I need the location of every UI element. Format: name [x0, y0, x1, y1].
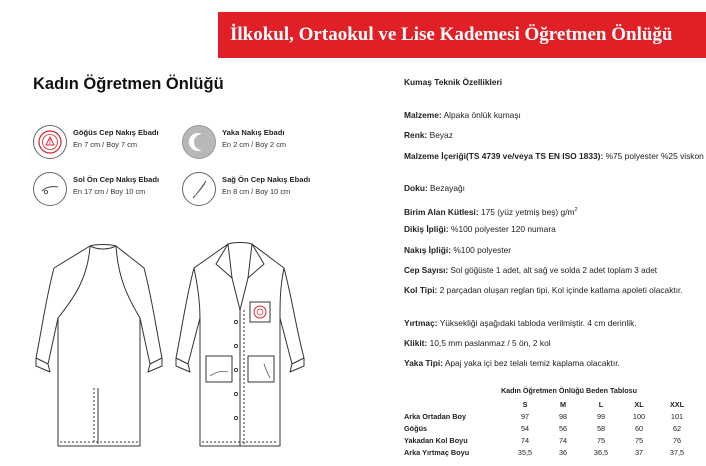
spec-label: Renk:	[404, 130, 428, 140]
table-cell: 36,5	[593, 447, 609, 457]
embroidery-title: Göğüs Cep Nakış Ebadı	[73, 128, 159, 137]
spec-value: 2 parçadan oluşan reglan tipi. Kol içinde katlama apoleti olacaktır.	[437, 285, 683, 295]
table-cell: 36	[558, 447, 568, 457]
table-cell: 37	[634, 447, 644, 457]
size-table	[404, 399, 696, 458]
spec-value: Yüksekliği aşağıdaki tabloda verilmiştir. 4 cm derinlik.	[437, 318, 637, 328]
table-cell: 75	[634, 435, 644, 445]
row-label: Arka Yırtmaç Boyu	[404, 447, 470, 457]
embroidery-title: Yaka Nakış Ebadı	[222, 128, 285, 137]
embroidery-size: En 8 cm / Boy 10 cm	[222, 187, 291, 196]
spec-item	[404, 110, 704, 122]
spec-value: Apaj yaka içi bez telalı temiz kaplama olacaktır.	[442, 358, 620, 368]
left-pocket-stitch-icon	[33, 172, 67, 206]
table-row	[404, 410, 696, 422]
table-cell: 60	[634, 423, 644, 433]
spec-value: Alpaka önlük kumaşı	[441, 110, 521, 120]
spec-label: Kol Tipi:	[404, 285, 438, 295]
table-cell: 100	[632, 411, 646, 421]
size-table-title: Kadın Öğretmen Önlüğü Beden Tablosu	[500, 386, 638, 395]
size-header: XXL	[669, 400, 685, 409]
spec-value: Sol göğüste 1 adet, alt sağ ve solda 2 adet toplam 3 adet	[448, 266, 658, 275]
spec-label: Cep Sayısı:	[404, 266, 449, 275]
table-cell: 97	[520, 411, 530, 421]
table-cell: 37,5	[669, 447, 685, 457]
chest-pocket-emblem-icon	[254, 306, 266, 318]
table-cell: 62	[672, 423, 682, 433]
garment-drawings	[28, 238, 328, 460]
coat-front-view-drawing	[176, 243, 304, 447]
right-pocket-stitch-icon	[182, 172, 216, 206]
spec-label: Klikit:	[404, 338, 428, 348]
spec-label: Birim Alan Kütlesi:	[404, 206, 479, 217]
size-table-header	[404, 399, 696, 410]
spec-value: Bezayağı	[427, 183, 465, 193]
spec-item	[404, 338, 704, 350]
spec-item	[404, 285, 704, 297]
embroidery-title: Sol Ön Cep Nakış Ebadı	[73, 175, 160, 184]
spec-value: %75 polyester %25 viskon	[603, 151, 704, 161]
embroidery-item-right-pocket	[182, 172, 310, 206]
spec-superscript: 2	[574, 207, 578, 213]
embroidery-item-left-pocket	[33, 172, 159, 206]
crescent-icon	[182, 125, 216, 159]
spec-value: 175 (yüz yetmiş beş) g/m	[478, 206, 575, 217]
row-label: Arka Ortadan Boy	[404, 411, 467, 421]
spec-item	[404, 151, 706, 163]
spec-value: Beyaz	[427, 130, 453, 140]
size-header: XL	[634, 400, 644, 409]
embroidery-size: En 17 cm / Boy 10 cm	[73, 187, 146, 196]
table-cell: 74	[520, 435, 530, 445]
spec-item	[404, 245, 704, 257]
table-cell: 58	[596, 423, 606, 433]
emblem-icon	[33, 125, 67, 159]
spec-item	[404, 224, 704, 236]
spec-label: Yırtmaç:	[404, 318, 438, 328]
embroidery-item-collar	[182, 125, 286, 159]
page-title: Kadın Öğretmen Önlüğü	[33, 75, 224, 93]
spec-item	[404, 183, 704, 195]
spec-value: %100 polyester	[451, 245, 512, 255]
spec-label: Yaka Tipi:	[404, 358, 443, 368]
table-cell: 54	[520, 423, 530, 433]
table-cell: 74	[558, 435, 568, 445]
table-cell: 35,5	[517, 447, 533, 457]
coat-back-view-drawing	[36, 245, 162, 447]
embroidery-size: En 2 cm / Boy 2 cm	[222, 140, 287, 149]
spec-label: Nakış İpliği:	[404, 245, 452, 255]
embroidery-item-chest	[33, 125, 159, 159]
row-label: Yakadan Kol Boyu	[404, 435, 468, 445]
table-cell: 56	[558, 423, 568, 433]
spec-item	[404, 358, 704, 370]
table-row	[404, 434, 696, 446]
spec-item	[404, 265, 706, 277]
spec-label: Dikiş İpliği:	[404, 224, 449, 234]
table-cell: 75	[596, 435, 606, 445]
table-cell: 101	[670, 411, 684, 421]
table-cell: 76	[672, 435, 682, 445]
size-header-empty	[404, 399, 506, 410]
table-cell: 98	[558, 411, 568, 421]
embroidery-size: En 7 cm / Boy 7 cm	[73, 140, 138, 149]
page-banner: İlkokul, Ortaokul ve Lise Kademesi Öğretmen Önlüğü	[218, 12, 706, 58]
spec-item	[404, 130, 704, 142]
spec-value: 10,5 mm paslanmaz / 5 ön, 2 kol	[427, 338, 551, 348]
size-header: M	[559, 400, 567, 409]
size-header: S	[522, 400, 528, 409]
spec-item	[404, 205, 704, 218]
spec-heading: Kumaş Teknik Özellikleri	[404, 77, 503, 87]
spec-value: %100 polyester 120 numara	[448, 224, 556, 234]
spec-label: Malzeme:	[404, 110, 442, 120]
spec-item	[404, 318, 704, 330]
row-label: Göğüs	[404, 423, 428, 433]
table-row	[404, 422, 696, 434]
spec-label: Doku:	[404, 183, 428, 193]
size-header: L	[598, 400, 604, 409]
spec-label: Malzeme İçeriği(TS 4739 ve/veya TS EN ISO 1833):	[404, 151, 604, 161]
table-row	[404, 446, 696, 458]
table-cell: 99	[596, 411, 606, 421]
embroidery-title: Sağ Ön Cep Nakış Ebadı	[222, 175, 311, 184]
